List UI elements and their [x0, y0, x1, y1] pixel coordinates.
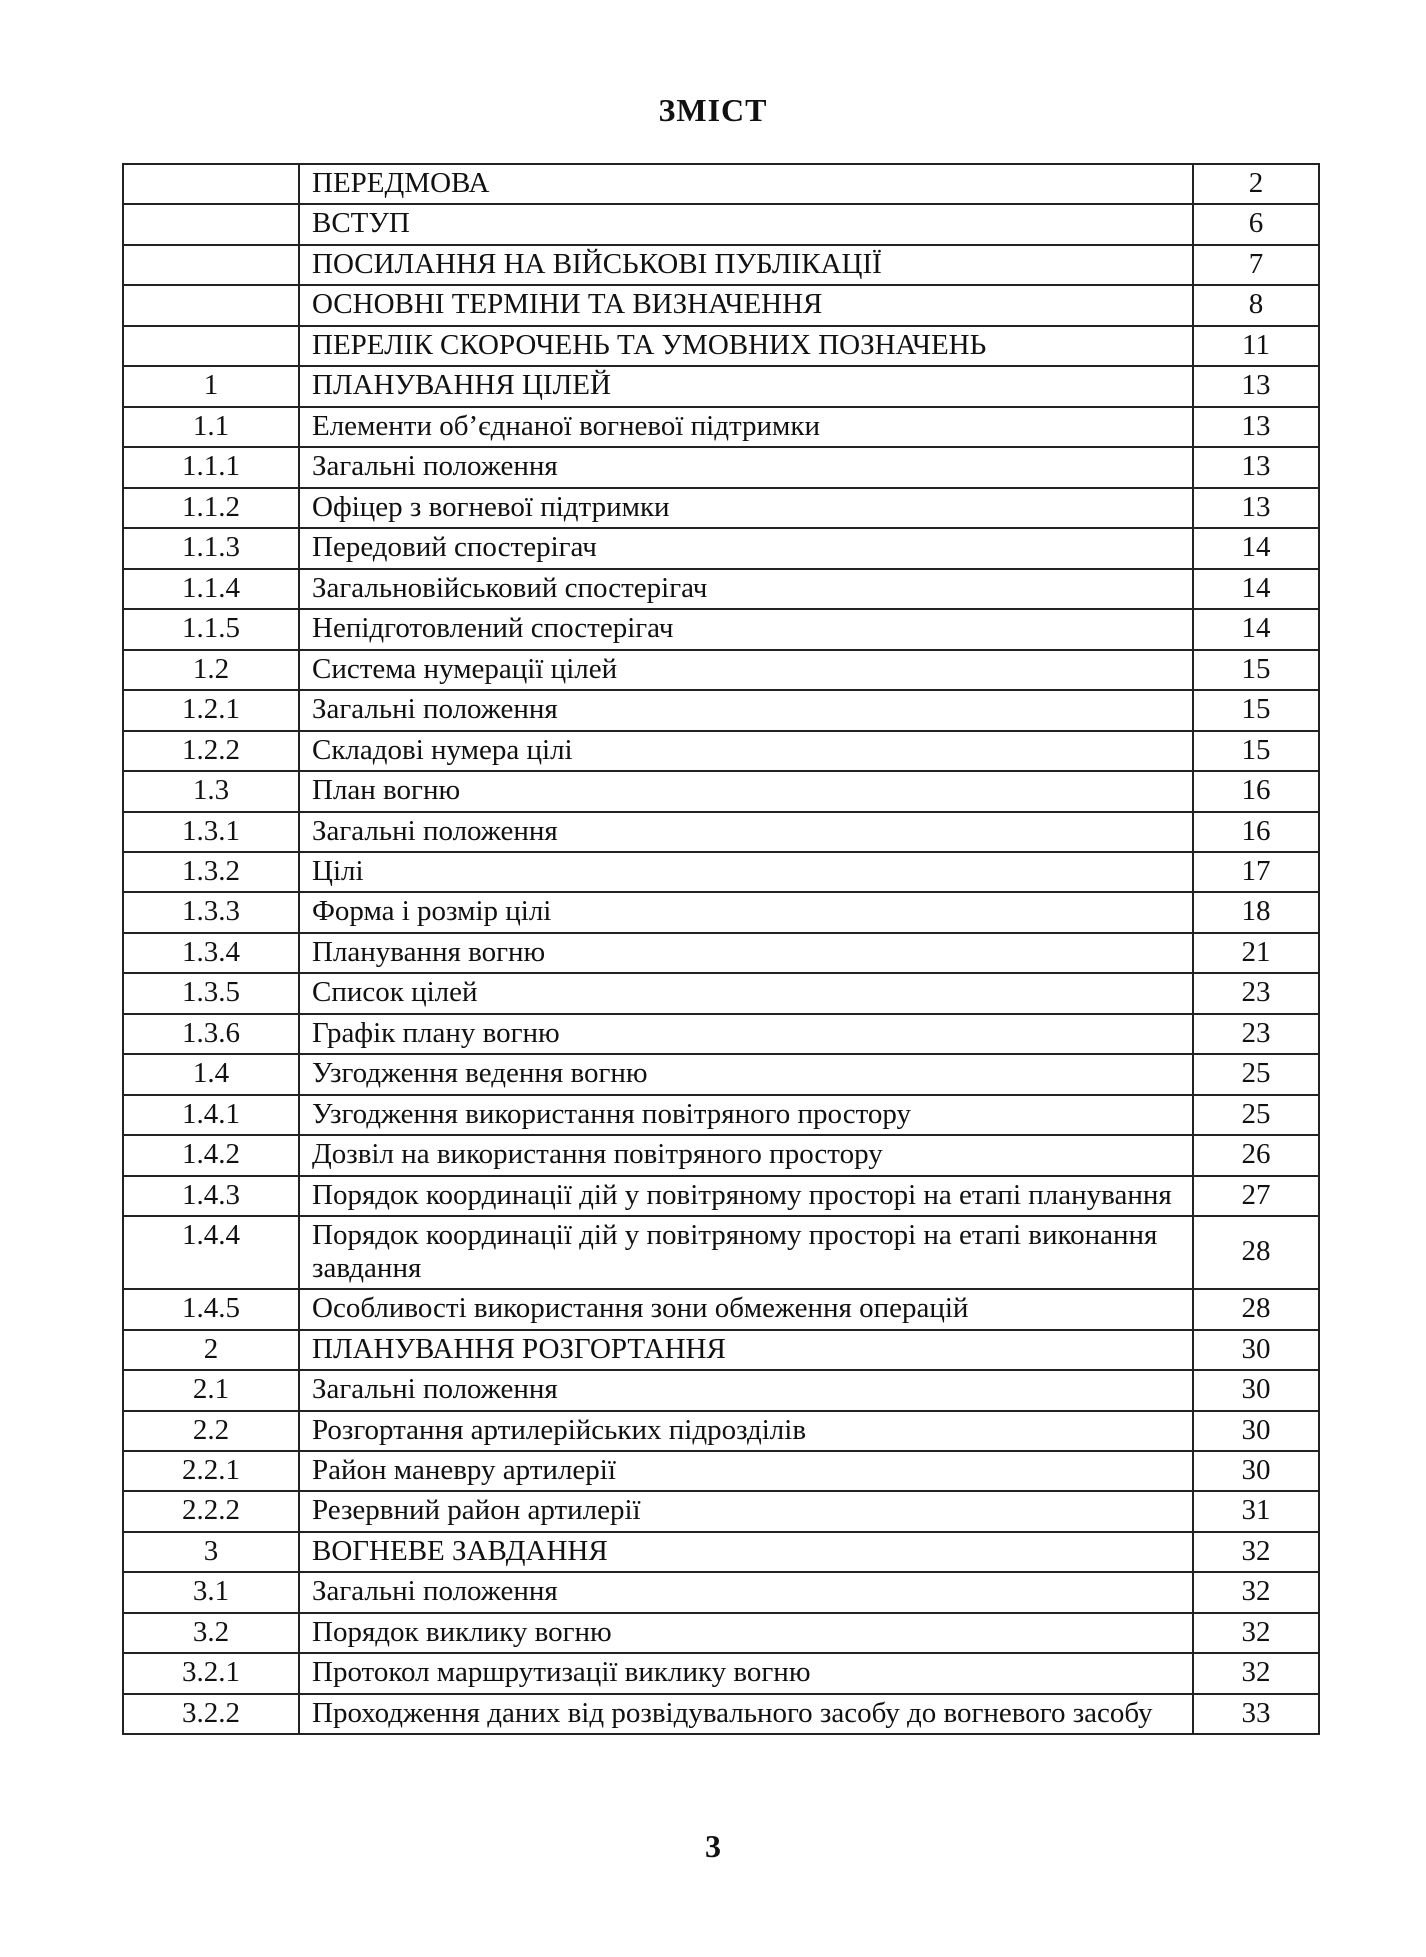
toc-section-number: 1.1.5: [123, 609, 299, 649]
toc-row: [123, 326, 1319, 366]
toc-section-title: Непідготовлений спостерігач: [299, 609, 1193, 649]
toc-section-title: ВСТУП: [299, 204, 1193, 244]
toc-row: [123, 933, 1319, 973]
toc-section-title: Узгодження використання повітряного простору: [299, 1095, 1193, 1135]
toc-page-number: 33: [1193, 1694, 1319, 1734]
toc-section-number: 1.4: [123, 1054, 299, 1094]
toc-row: [123, 164, 1319, 204]
toc-section-title: Загальновійськовий спостерігач: [299, 569, 1193, 609]
toc-section-number: 1.1.4: [123, 569, 299, 609]
table-of-contents: [122, 163, 1320, 1735]
page-title: ЗМІСТ: [658, 92, 768, 128]
toc-row: [123, 892, 1319, 932]
toc-section-title: Загальні положення: [299, 447, 1193, 487]
toc-row: [123, 528, 1319, 568]
toc-page-number: 11: [1193, 326, 1319, 366]
toc-page-number: 13: [1193, 366, 1319, 406]
toc-section-number: 1.4.2: [123, 1135, 299, 1175]
toc-row: [123, 366, 1319, 406]
toc-section-title: Список цілей: [299, 973, 1193, 1013]
toc-row: [123, 731, 1319, 771]
toc-section-number: 1.1: [123, 407, 299, 447]
toc-row: [123, 1532, 1319, 1572]
toc-row: [123, 407, 1319, 447]
toc-page-number: 26: [1193, 1135, 1319, 1175]
toc-section-number: 1.3.1: [123, 812, 299, 852]
toc-row: [123, 1135, 1319, 1175]
toc-section-title: Розгортання артилерійських підрозділів: [299, 1411, 1193, 1451]
toc-section-number: 1.1.2: [123, 488, 299, 528]
toc-section-number: 1.4.5: [123, 1289, 299, 1329]
toc-section-title: Цілі: [299, 852, 1193, 892]
toc-section-title: Загальні положення: [299, 690, 1193, 730]
toc-section-number: 1.2.2: [123, 731, 299, 771]
page-number: 3: [705, 1828, 721, 1864]
toc-page-number: 28: [1193, 1216, 1319, 1289]
toc-section-title: ПЛАНУВАННЯ ЦІЛЕЙ: [299, 366, 1193, 406]
toc-section-number: 3.2.1: [123, 1653, 299, 1693]
toc-section-title: Система нумерації цілей: [299, 650, 1193, 690]
toc-section-number: 1: [123, 366, 299, 406]
toc-section-number: 2.1: [123, 1370, 299, 1410]
toc-row: [123, 447, 1319, 487]
toc-body: [123, 164, 1319, 1734]
toc-row: [123, 1653, 1319, 1693]
toc-page-number: 23: [1193, 1014, 1319, 1054]
toc-section-title: Район маневру артилерії: [299, 1451, 1193, 1491]
toc-section-title: План вогню: [299, 771, 1193, 811]
toc-page-number: 25: [1193, 1095, 1319, 1135]
toc-page-number: 14: [1193, 609, 1319, 649]
toc-row: [123, 1572, 1319, 1612]
toc-row: [123, 771, 1319, 811]
toc-row: [123, 690, 1319, 730]
toc-row: [123, 1491, 1319, 1531]
toc-page-number: 17: [1193, 852, 1319, 892]
toc-page-number: 13: [1193, 407, 1319, 447]
toc-section-title: ПЕРЕЛІК СКОРОЧЕНЬ ТА УМОВНИХ ПОЗНАЧЕНЬ: [299, 326, 1193, 366]
toc-section-title: Загальні положення: [299, 1370, 1193, 1410]
toc-section-title: Планування вогню: [299, 933, 1193, 973]
toc-section-title: Проходження даних від розвідувального засобу до вогневого засобу: [299, 1694, 1193, 1734]
toc-section-title: Резервний район артилерії: [299, 1491, 1193, 1531]
toc-page-number: 31: [1193, 1491, 1319, 1531]
toc-row: [123, 1095, 1319, 1135]
toc-page-number: 30: [1193, 1330, 1319, 1370]
toc-row: [123, 1014, 1319, 1054]
toc-row: [123, 204, 1319, 244]
toc-page-number: 13: [1193, 488, 1319, 528]
toc-page-number: 15: [1193, 690, 1319, 730]
toc-page-number: 16: [1193, 812, 1319, 852]
toc-page-number: 32: [1193, 1572, 1319, 1612]
toc-page-number: 13: [1193, 447, 1319, 487]
toc-section-title: Графік плану вогню: [299, 1014, 1193, 1054]
toc-section-number: 1.3: [123, 771, 299, 811]
toc-page-number: 30: [1193, 1451, 1319, 1491]
toc-page-number: 16: [1193, 771, 1319, 811]
toc-section-number: 1.3.4: [123, 933, 299, 973]
toc-row: [123, 488, 1319, 528]
toc-section-title: Узгодження ведення вогню: [299, 1054, 1193, 1094]
toc-section-number: 1.3.5: [123, 973, 299, 1013]
toc-section-title: Дозвіл на використання повітряного простору: [299, 1135, 1193, 1175]
toc-page-number: 15: [1193, 650, 1319, 690]
toc-row: [123, 285, 1319, 325]
toc-row: [123, 852, 1319, 892]
toc-row: [123, 609, 1319, 649]
toc-row: [123, 1289, 1319, 1329]
toc-section-number: 3.2: [123, 1613, 299, 1653]
toc-section-number: 1.3.3: [123, 892, 299, 932]
toc-page-number: 32: [1193, 1532, 1319, 1572]
toc-section-number: 1.4.3: [123, 1176, 299, 1216]
toc-page-number: 18: [1193, 892, 1319, 932]
toc-section-title: Офіцер з вогневої підтримки: [299, 488, 1193, 528]
toc-section-number: [123, 245, 299, 285]
toc-section-number: 1.2: [123, 650, 299, 690]
toc-section-title: Загальні положення: [299, 812, 1193, 852]
toc-page-number: 14: [1193, 528, 1319, 568]
toc-row: [123, 973, 1319, 1013]
toc-section-title: ОСНОВНІ ТЕРМІНИ ТА ВИЗНАЧЕННЯ: [299, 285, 1193, 325]
toc-page-number: 21: [1193, 933, 1319, 973]
toc-page-number: 14: [1193, 569, 1319, 609]
toc-row: [123, 1451, 1319, 1491]
toc-page-number: 28: [1193, 1289, 1319, 1329]
toc-section-number: 2: [123, 1330, 299, 1370]
toc-section-number: 3.1: [123, 1572, 299, 1612]
toc-page-number: 32: [1193, 1613, 1319, 1653]
toc-row: [123, 812, 1319, 852]
toc-page-number: 23: [1193, 973, 1319, 1013]
toc-page-number: 8: [1193, 285, 1319, 325]
toc-page-number: 25: [1193, 1054, 1319, 1094]
toc-row: [123, 1613, 1319, 1653]
toc-page-number: 30: [1193, 1370, 1319, 1410]
toc-section-number: 3.2.2: [123, 1694, 299, 1734]
toc-page-number: 30: [1193, 1411, 1319, 1451]
toc-row: [123, 569, 1319, 609]
toc-section-title: ПОСИЛАННЯ НА ВІЙСЬКОВІ ПУБЛІКАЦІЇ: [299, 245, 1193, 285]
toc-section-title: Особливості використання зони обмеження операцій: [299, 1289, 1193, 1329]
toc-section-title: Форма і розмір цілі: [299, 892, 1193, 932]
toc-row: [123, 245, 1319, 285]
toc-section-number: 1.4.4: [123, 1216, 299, 1289]
toc-section-title: Порядок координації дій у повітряному просторі на етапі виконання завдання: [299, 1216, 1193, 1289]
toc-section-number: 2.2: [123, 1411, 299, 1451]
toc-row: [123, 1411, 1319, 1451]
toc-row: [123, 1370, 1319, 1410]
toc-row: [123, 1694, 1319, 1734]
toc-page-number: 2: [1193, 164, 1319, 204]
toc-section-number: [123, 164, 299, 204]
toc-page-number: 15: [1193, 731, 1319, 771]
toc-section-title: Елементи об’єднаної вогневої підтримки: [299, 407, 1193, 447]
toc-section-number: 1.1.1: [123, 447, 299, 487]
toc-page-number: 32: [1193, 1653, 1319, 1693]
toc-section-title: Передовий спостерігач: [299, 528, 1193, 568]
toc-page-number: 27: [1193, 1176, 1319, 1216]
toc-section-number: 1.3.2: [123, 852, 299, 892]
toc-section-title: ВОГНЕВЕ ЗАВДАННЯ: [299, 1532, 1193, 1572]
toc-row: [123, 1054, 1319, 1094]
toc-section-title: Загальні положення: [299, 1572, 1193, 1612]
toc-row: [123, 1216, 1319, 1289]
toc-section-number: 1.4.1: [123, 1095, 299, 1135]
toc-section-title: ПЕРЕДМОВА: [299, 164, 1193, 204]
toc-row: [123, 1330, 1319, 1370]
toc-section-number: [123, 326, 299, 366]
toc-row: [123, 1176, 1319, 1216]
toc-row: [123, 650, 1319, 690]
toc-section-number: 1.2.1: [123, 690, 299, 730]
toc-section-title: Складові нумера цілі: [299, 731, 1193, 771]
toc-section-title: Порядок координації дій у повітряному просторі на етапі планування: [299, 1176, 1193, 1216]
toc-page-number: 6: [1193, 204, 1319, 244]
toc-section-title: Протокол маршрутизації виклику вогню: [299, 1653, 1193, 1693]
toc-section-title: Порядок виклику вогню: [299, 1613, 1193, 1653]
toc-section-number: 2.2.2: [123, 1491, 299, 1531]
toc-section-number: 3: [123, 1532, 299, 1572]
toc-page-number: 7: [1193, 245, 1319, 285]
toc-section-number: [123, 204, 299, 244]
toc-section-title: ПЛАНУВАННЯ РОЗГОРТАННЯ: [299, 1330, 1193, 1370]
toc-section-number: 2.2.1: [123, 1451, 299, 1491]
toc-section-number: 1.1.3: [123, 528, 299, 568]
toc-section-number: 1.3.6: [123, 1014, 299, 1054]
toc-section-number: [123, 285, 299, 325]
